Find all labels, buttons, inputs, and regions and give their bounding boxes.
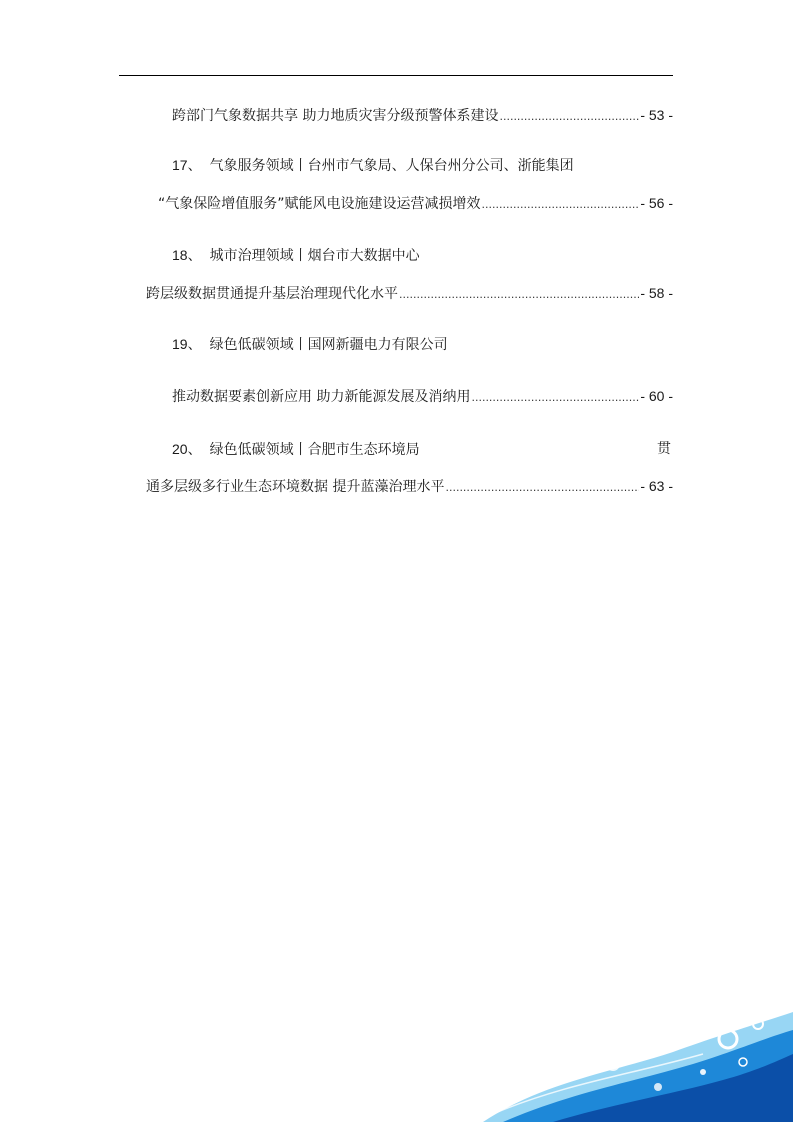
toc-entry-60[interactable] — [172, 386, 673, 408]
toc-heading-19 — [172, 334, 448, 355]
bubble-icon — [607, 1058, 619, 1070]
toc-page-number: - 60 - — [640, 388, 673, 404]
toc-leader-dots — [445, 478, 639, 498]
toc-page-number: - 56 - — [640, 195, 673, 211]
toc-leader-dots — [471, 388, 639, 408]
toc-heading-number: 17、 — [172, 157, 202, 173]
toc-heading-number: 19、 — [172, 336, 202, 352]
toc-title: 通多层级多行业生态环境数据 提升蓝藻治理水平 — [146, 479, 445, 495]
toc-title: 推动数据要素创新应用 助力新能源发展及消纳用 — [172, 389, 471, 405]
toc-title: “气象保险增值服务”赋能风电设施建设运营减损增效 — [158, 196, 481, 212]
toc-title: 跨部门气象数据共享 助力地质灾害分级预警体系建设 — [172, 108, 499, 124]
decorative-wave — [463, 982, 793, 1122]
toc-heading-17 — [172, 155, 574, 176]
toc-page-number: - 53 - — [640, 107, 673, 123]
bubble-icon — [654, 1083, 662, 1091]
toc-heading-tail: 贯 — [657, 441, 671, 457]
toc-heading-number: 18、 — [172, 247, 202, 263]
toc-heading-text: 气象服务领域丨台州市气象局、人保台州分公司、浙能集团 — [209, 158, 574, 174]
toc-heading-text: 绿色低碳领域丨国网新疆电力有限公司 — [209, 337, 448, 353]
toc-heading-text: 城市治理领域丨烟台市大数据中心 — [209, 248, 420, 264]
toc-heading-text: 绿色低碳领域丨合肥市生态环境局 — [209, 442, 420, 458]
toc-heading-18 — [172, 245, 420, 266]
toc-entry-58[interactable] — [146, 283, 673, 305]
toc-leader-dots — [499, 107, 639, 127]
toc-page-number: - 63 - — [640, 478, 673, 494]
toc-entry-53[interactable] — [172, 105, 673, 127]
toc-entry-56[interactable] — [158, 193, 673, 215]
toc-heading-20 — [172, 439, 673, 460]
toc-page-number: - 58 - — [640, 285, 673, 301]
header-rule — [119, 75, 673, 76]
toc-title: 跨层级数据贯通提升基层治理现代化水平 — [146, 286, 398, 302]
toc-entry-63[interactable] — [146, 476, 673, 498]
toc-heading-number: 20、 — [172, 441, 202, 457]
bubble-icon — [700, 1069, 706, 1075]
toc-leader-dots — [399, 285, 639, 305]
toc-leader-dots — [482, 195, 640, 215]
